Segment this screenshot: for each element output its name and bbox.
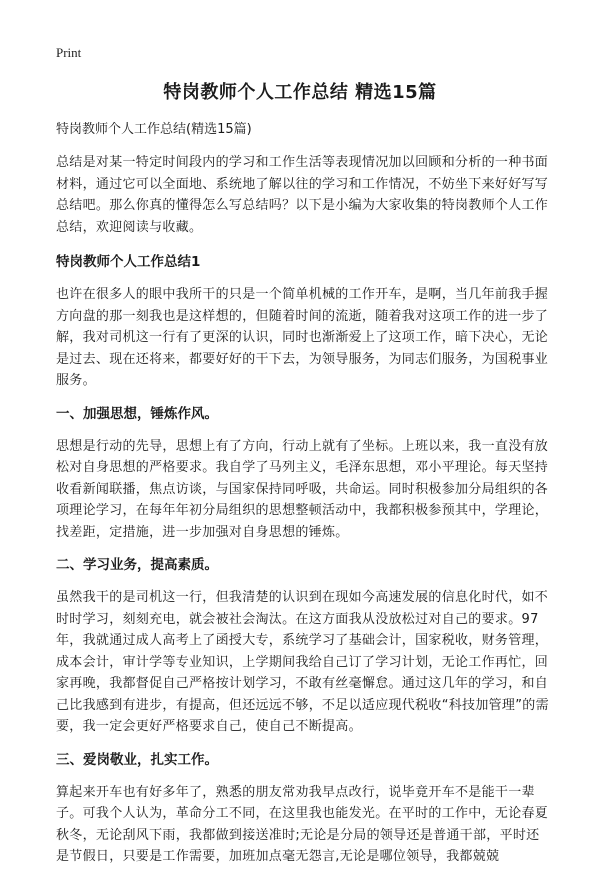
article-subtitle: 特岗教师个人工作总结(精选15篇) [56,122,252,137]
paragraph-4: 算起来开车也有好多年了，熟悉的朋友常劝我早点改行，说毕竟开车不是能干一辈子。可我个人认为，革命分工不同，在这里我也能发光。在平时的工作中，无论春夏秋冬，无论刮风下雨，我都做到接送准时;无论是分局的领导还是普通干部，平时还是节假日，只要是工作需要，加班加点毫无怨言,无论是哪位领导，我都兢兢 [56,784,549,864]
page-title: 特岗教师个人工作总结 精选15篇 [163,82,437,103]
intro-paragraph: 总结是对某一特定时间段内的学习和工作生活等表现情况加以回顾和分析的一种书面材料，通过它可以全面地、系统地了解以往的学习和工作情况，不妨坐下来好好写写总结吧。那么你真的懂得怎么写总结吗？以下是小编为大家收集的特岗教师个人工作总结，欢迎阅读与收藏。 [56,155,549,235]
print-link[interactable]: Print [56,45,82,60]
article-body [56,120,552,880]
paragraph-2: 思想是行动的先导，思想上有了方向，行动上就有了坐标。上班以来，我一直没有放松对自身思想的严格要求。我自学了马列主义，毛泽东思想，邓小平理论。每天坚持收看新闻联播，焦点访谈，与国家保持同呼吸，共命运。同时积极参加分局组织的各项理论学习，在每年年初分局组织的思想整顿活动中，我都积极参预其中，学理论，找差距，定措施，进一步加强对自身思想的锤炼。 [56,438,549,540]
section-title: 特岗教师个人工作总结1 [56,254,201,270]
paragraph-3: 虽然我干的是司机这一行，但我清楚的认识到在现如今高速发展的信息化时代，如不时时学习，刻刻充电，就会被社会淘汰。在这方面我从没放松过对自己的要求。97年，我就通过成人高考上了函授大专，系统学习了基础会计，国家税收，财务管理，成本会计，审计学等专业知识，上学期间我给自己订了学习计划，无论工作再忙，回家再晚，我都督促自己严格按计划学习，不敢有丝毫懈怠。通过这几年的学习，和自己比我感到有进步，有提高，但还远远不够，不足以适应现代税收“科技加管理”的需要，我一定会更好严格要求自己，使自己不断提高。 [56,590,549,734]
heading-2: 二、学习业务，提高素质。 [56,557,218,573]
paragraph-1: 也许在很多人的眼中我所干的只是一个简单机械的工作开车，是啊，当几年前我手握方向盘的那一刻我也是这样想的，但随着时间的流逝，随着我对这项工作的进一步了解，我对司机这一行有了更深的认识，同时也渐渐爱上了这项工作，暗下决心，无论是过去、现在还将来，都要好好的干下去，为领导服务，为同志们服务，为国税事业服务。 [56,287,549,388]
heading-1: 一、加强思想，锤炼作风。 [56,405,218,422]
heading-3: 三、爱岗敬业，扎实工作。 [56,751,218,768]
